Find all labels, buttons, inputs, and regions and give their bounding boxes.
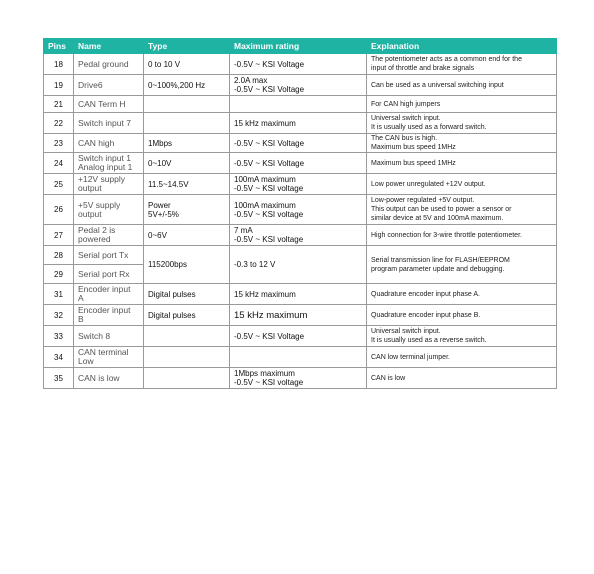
pin-explanation: CAN is low	[367, 368, 557, 389]
pin-number: 35	[44, 368, 74, 389]
pin-explanation: The CAN bus is high. Maximum bus speed 1MHz	[367, 134, 557, 153]
pin-type: 0 to 10 V	[144, 54, 230, 75]
pin-name: Pedal ground	[74, 54, 144, 75]
pin-rating: -0.5V ~ KSI Voltage	[230, 134, 367, 153]
pin-rating: 7 mA -0.5V ~ KSI voltage	[230, 225, 367, 246]
pin-rating: 1Mbps maximum -0.5V ~ KSI voltage	[230, 368, 367, 389]
pin-type: 115200bps	[144, 246, 230, 284]
pin-rating: 100mA maximum -0.5V ~ KSI voltage	[230, 195, 367, 225]
table-row	[44, 174, 557, 195]
table-row	[44, 225, 557, 246]
pin-type	[144, 113, 230, 134]
pin-name: Switch input 1 Analog input 1	[74, 153, 144, 174]
pin-number: 34	[44, 347, 74, 368]
pin-name: Pedal 2 is powered	[74, 225, 144, 246]
table-row	[44, 347, 557, 368]
pin-number: 32	[44, 305, 74, 326]
pin-name: Encoder input B	[74, 305, 144, 326]
table-row	[44, 305, 557, 326]
pin-name: CAN Term H	[74, 96, 144, 113]
pin-explanation: CAN low terminal jumper.	[367, 347, 557, 368]
pin-number: 27	[44, 225, 74, 246]
pin-type: Digital pulses	[144, 305, 230, 326]
pin-type: 0~10V	[144, 153, 230, 174]
pin-number: 18	[44, 54, 74, 75]
pin-name: CAN terminal Low	[74, 347, 144, 368]
pin-number: 31	[44, 284, 74, 305]
pin-number: 29	[44, 265, 74, 284]
pin-table-header	[44, 39, 557, 54]
table-row	[44, 284, 557, 305]
pin-rating: 2.0A max -0.5V ~ KSI Voltage	[230, 75, 367, 96]
table-row	[44, 96, 557, 113]
pin-number: 25	[44, 174, 74, 195]
pin-rating	[230, 347, 367, 368]
pin-rating: -0.5V ~ KSI Voltage	[230, 153, 367, 174]
table-row	[44, 153, 557, 174]
pin-explanation: Can be used as a universal switching input	[367, 75, 557, 96]
pin-table-body	[44, 54, 557, 389]
header-type: Type	[144, 39, 230, 54]
table-row	[44, 75, 557, 96]
pin-type	[144, 368, 230, 389]
pin-number: 26	[44, 195, 74, 225]
pin-explanation: Universal switch input. It is usually used as a forward switch.	[367, 113, 557, 134]
pin-name: CAN is low	[74, 368, 144, 389]
pin-type: 0~6V	[144, 225, 230, 246]
table-row	[44, 195, 557, 225]
table-row	[44, 134, 557, 153]
pin-explanation: Low power unregulated +12V output.	[367, 174, 557, 195]
pin-number: 21	[44, 96, 74, 113]
pin-type: 1Mbps	[144, 134, 230, 153]
table-row	[44, 54, 557, 75]
table-row	[44, 368, 557, 389]
pin-rating: -0.5V ~ KSI Voltage	[230, 326, 367, 347]
pin-number: 24	[44, 153, 74, 174]
pin-type	[144, 96, 230, 113]
pin-type: 11.5~14.5V	[144, 174, 230, 195]
pin-rating: -0.5V ~ KSI Voltage	[230, 54, 367, 75]
pin-explanation: Quadrature encoder input phase A.	[367, 284, 557, 305]
pin-explanation: Maximum bus speed 1MHz	[367, 153, 557, 174]
pin-rating: 15 kHz maximum	[230, 305, 367, 326]
pin-explanation: Serial transmission line for FLASH/EEPROM program parameter update and debugging.	[367, 246, 557, 284]
pin-rating: 15 kHz maximum	[230, 284, 367, 305]
pin-name: Switch 8	[74, 326, 144, 347]
pin-name: Drive6	[74, 75, 144, 96]
pin-explanation: High connection for 3-wire throttle potentiometer.	[367, 225, 557, 246]
pin-name: Serial port Rx	[74, 265, 144, 284]
pin-name: Encoder input A	[74, 284, 144, 305]
pin-rating	[230, 96, 367, 113]
pin-explanation: The potentiometer acts as a common end for the input of throttle and brake signals	[367, 54, 557, 75]
pin-name: CAN high	[74, 134, 144, 153]
pin-type	[144, 347, 230, 368]
pin-explanation: For CAN high jumpers	[367, 96, 557, 113]
header-name: Name	[74, 39, 144, 54]
pin-rating: -0.3 to 12 V	[230, 246, 367, 284]
pin-number: 28	[44, 246, 74, 265]
pin-table	[43, 38, 557, 389]
pin-name: Serial port Tx	[74, 246, 144, 265]
pin-name: Switch input 7	[74, 113, 144, 134]
pin-explanation: Low-power regulated +5V output. This output can be used to power a sensor or similar device at 5V and 100mA maximum.	[367, 195, 557, 225]
header-row	[44, 39, 557, 54]
pin-type: 0~100%,200 Hz	[144, 75, 230, 96]
header-explanation: Explanation	[367, 39, 557, 54]
pin-name: +5V supply output	[74, 195, 144, 225]
pin-number: 22	[44, 113, 74, 134]
pin-number: 33	[44, 326, 74, 347]
header-maximum-rating: Maximum rating	[230, 39, 367, 54]
pin-type: Power 5V+/-5%	[144, 195, 230, 225]
pin-type: Digital pulses	[144, 284, 230, 305]
table-row	[44, 113, 557, 134]
pin-explanation: Quadrature encoder input phase B.	[367, 305, 557, 326]
pin-explanation: Universal switch input. It is usually used as a reverse switch.	[367, 326, 557, 347]
pin-type	[144, 326, 230, 347]
pin-number: 19	[44, 75, 74, 96]
pin-name: +12V supply output	[74, 174, 144, 195]
pin-number: 23	[44, 134, 74, 153]
table-row	[44, 326, 557, 347]
pin-rating: 100mA maximum -0.5V ~ KSI voltage	[230, 174, 367, 195]
pin-rating: 15 kHz maximum	[230, 113, 367, 134]
table-row	[44, 246, 557, 265]
header-pins: Pins	[44, 39, 74, 54]
